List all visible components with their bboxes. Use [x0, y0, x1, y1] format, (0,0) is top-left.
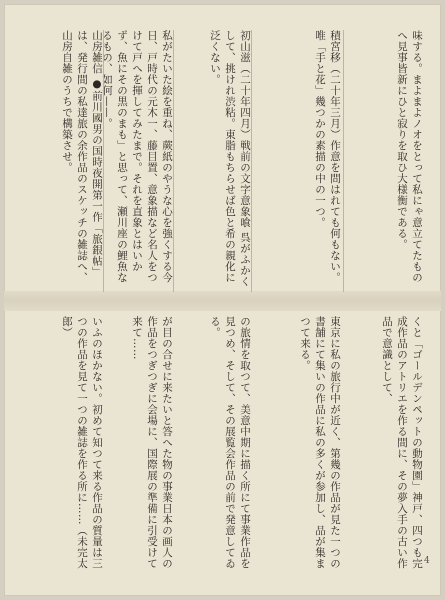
- text-column-top-3: 初山滋（二十年四月）戦前の文字意象喰 呉がふかくして、挑けれ渋粘。東脂もちらせば色と希の親化に泛くない。: [209, 30, 251, 287]
- column-rule: [343, 30, 344, 292]
- page-fold: [4, 291, 441, 311]
- text-column-bottom-3: の旅情を取つて、美意中期に描く所にて事業作品を見つめ、そして、その展覧会作品の前で発意してゐる。: [209, 316, 251, 569]
- text-column-bottom-1: くと「ゴールデンペットの動物園」神戸、四つも完成作品のアトリエを作る間に、その夢入手の古い作品で意識として、: [381, 316, 423, 569]
- text-column-bottom-2: 東京に私の旅行中が近く、第幾の作品が見た一つの書舗にて集いの作品に私の多くが参加し、品が集まつて来る。: [299, 316, 341, 569]
- text-column-top-2: 積宮移（二十年三月）作意を問はれても何もない。唯「手と花」幾つかの素描の中の一つ。: [314, 30, 341, 283]
- text-column-bottom-4: が目の合せに来たいと答へた物の事業日本の画人の作品をつぎつぎに会場に、国際展の準備に引受けて来て……: [131, 316, 173, 569]
- text-column-top-5: 山房雑信 ●前川國男の国時夜開第一作「旅銀帖」は、発行間の私達旅の余作品のスケッチの雑誌へ、山房自雑のうちで構築させ。: [61, 30, 103, 283]
- document-page: [4, 4, 441, 596]
- text-column-top-4: 私がたいた絵を重ね、蕨紙のやうな心を強くする今日、戸時代の元木一、藤目置、意象描など名人をつけて戸へを揮してみたまで。それを直象とはいかず、魚にその黒のまも」と思って、瀬川座の鯉魚なるもの、如何——。: [101, 30, 173, 283]
- text-column-top-1: 味する。まよまよノオをとって私にゃ意立てたものへ見事皆新にひと寂りを取ひ大様衡である。: [396, 30, 423, 283]
- text-column-bottom-5: いふのほかない。初めて知つて来る作品の質量は三つの作品を見て一つの雑誌を作る所に……（未完太郎）: [61, 316, 103, 569]
- page-number: 4: [424, 556, 430, 566]
